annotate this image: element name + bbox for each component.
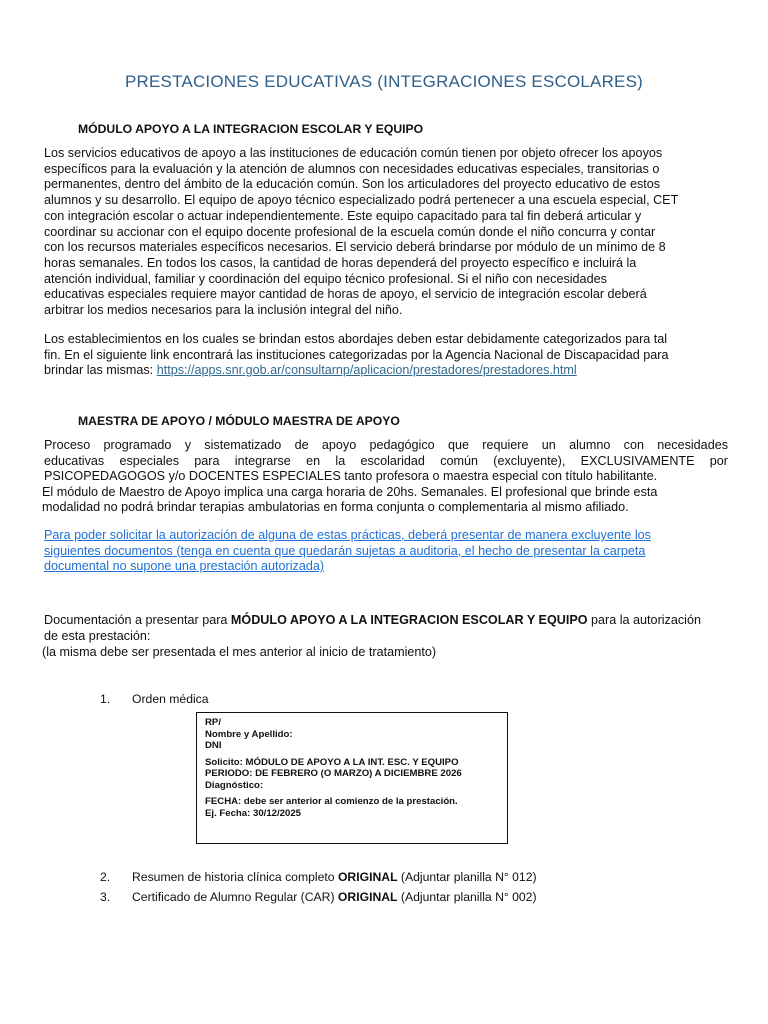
text-line: Los servicios educativos de apoyo a las instituciones de educación común tienen por objeto ofrecer los apoyos [44, 146, 663, 160]
list-item-suffix: (Adjuntar planilla N° 012) [397, 870, 537, 884]
text-line: horas semanales. En todos los casos, la cantidad de horas dependerá del proyecto específico e incluirá la [44, 255, 637, 270]
original-label: ORIGINAL [337, 870, 398, 884]
list-item [100, 870, 537, 884]
categorized-institutions-paragraph [44, 332, 728, 379]
text-line: modalidad no podrá brindar terapias ambulatorias en forma conjunta o complementaria al mismo afiliado. [42, 500, 629, 514]
text-segment: brindar las mismas: [44, 363, 157, 378]
order-line: Solicito: MÓDULO DE APOYO A LA INT. ESC. Y EQUIPO [205, 756, 459, 768]
text-line: con integración escolar o actuar independientemente. Este equipo capacitado para tal fin deberá articular y [44, 208, 642, 223]
text-line: coordinar su accionar con el equipo docente profesional de la escuela común donde el niño concurra y contar [44, 224, 656, 239]
module-name: MÓDULO APOYO A LA INTEGRACION ESCOLAR Y EQUIPO [230, 613, 588, 627]
text-segment: Documentación a presentar para [44, 613, 231, 627]
notice-line[interactable]: documental no supone una prestación autorizada) [44, 559, 325, 574]
text-line: alumnos y su desarrollo. El equipo de apoyo técnico especializado podrá pertenecer a una escuela especial, CET [44, 193, 679, 208]
text-line: Los establecimientos en los cuales se brindan estos abordajes deben estar debidamente categorizados para tal [44, 332, 668, 346]
order-line: Nombre y Apellido: [205, 728, 293, 740]
text-line: atención individual, familiar y coordinación del equipo técnico profesional. Si el niño con necesidades [44, 271, 607, 286]
prestadores-link[interactable]: https://apps.snr.gob.ar/consultarnp/aplicacion/prestadores/prestadores.html [156, 363, 577, 378]
page-title: PRESTACIONES EDUCATIVAS (INTEGRACIONES ESCOLARES) [125, 72, 643, 91]
text-line: de esta prestación: [44, 629, 151, 643]
text-line: PSICOPEDAGOGOS y/o DOCENTES ESPECIALES tanto profesora o maestra especial con título habilitante. [44, 469, 658, 483]
order-line: FECHA: debe ser anterior al comienzo de la prestación. [205, 796, 458, 807]
list-item-text: Orden médica [132, 692, 209, 706]
notice-line[interactable]: Para poder solicitar la autorización de alguna de estas prácticas, deberá presentar de manera excluyente los [44, 528, 651, 542]
text-line: permanentes, dentro del ámbito de la educación común. Son los articuladores del proyecto educativo de estos [44, 177, 661, 192]
original-label: ORIGINAL [337, 890, 398, 904]
list-item [100, 692, 209, 706]
text-line: educativas especiales requiere mayor cantidad de horas de apoyo, el servicio de integración escolar deberá [44, 287, 647, 302]
text-line: específicos para la evaluación y la atención de alumnos con necesidades educativas especiales, transitorias o [44, 161, 660, 176]
integracion-description [44, 146, 728, 319]
order-line: RP/ [205, 717, 221, 728]
text-line [44, 612, 728, 628]
list-item [100, 890, 537, 904]
list-item-suffix: (Adjuntar planilla N° 002) [397, 890, 537, 904]
text-line: fin. En el siguiente link encontrará las instituciones categorizadas por la Agencia Nacional de Discapacidad para [44, 347, 669, 362]
text-line: arbitrar los medios necesarios para la inclusión integral del niño. [44, 303, 403, 318]
order-line: PERIODO: DE FEBRERO (O MARZO) A DICIEMBRE 2026 [205, 768, 462, 779]
order-line: Diagnóstico: [205, 779, 264, 791]
text-line [44, 363, 728, 379]
text-line: con los recursos materiales específicos necesarios. El servicio deberá brindarse por módulo de un mínimo de 8 [44, 240, 666, 255]
authorization-notice[interactable] [44, 528, 728, 575]
text-segment: para la autorización [587, 613, 701, 627]
presentation-note: (la misma debe ser presentada el mes anterior al inicio de tratamiento) [42, 645, 437, 659]
list-number: 3. [100, 890, 111, 904]
order-line: DNI [205, 740, 222, 751]
list-item-text: Resumen de historia clínica completo [132, 870, 338, 884]
maestra-description [44, 438, 728, 516]
documentation-intro [44, 612, 728, 660]
list-item-text: Certificado de Alumno Regular (CAR) [132, 890, 338, 904]
list-number: 2. [100, 870, 111, 884]
order-line: Ej. Fecha: 30/12/2025 [205, 807, 301, 819]
list-number: 1. [100, 692, 111, 706]
notice-line[interactable]: siguientes documentos (tenga en cuenta que quedarán sujetas a auditoria, el hecho de presentar la carpeta [44, 543, 646, 558]
text-line: El módulo de Maestro de Apoyo implica una carga horaria de 20hs. Semanales. El profesional que brinde esta [42, 484, 658, 499]
medical-order-example [196, 712, 508, 844]
text-line: educativas especiales para integrarse en la escolaridad común (excluyente), EXCLUSIVAMENTE por [44, 453, 728, 468]
section-heading-maestra: MAESTRA DE APOYO / MÓDULO MAESTRA DE APOYO [78, 414, 400, 428]
text-line: Proceso programado y sistematizado de apoyo pedagógico que requiere un alumno con necesidades [44, 438, 728, 452]
section-heading-integracion: MÓDULO APOYO A LA INTEGRACION ESCOLAR Y EQUIPO [78, 122, 424, 136]
